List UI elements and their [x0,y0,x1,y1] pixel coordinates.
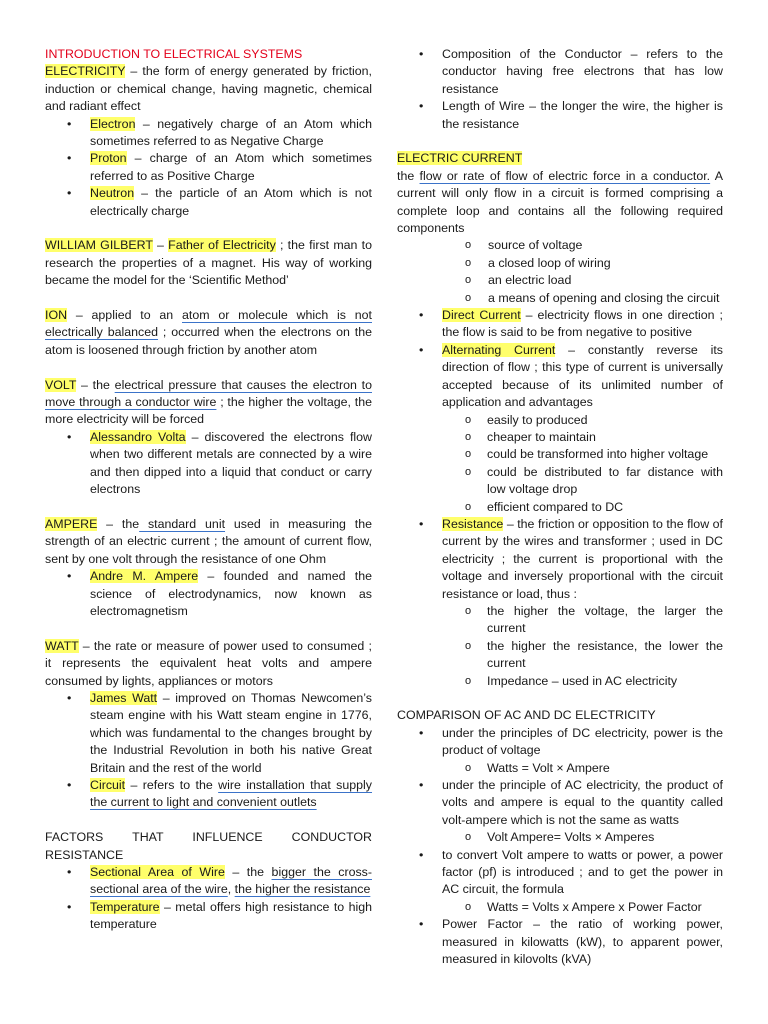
document-title: INTRODUCTION TO ELECTRICAL SYSTEMS [45,47,303,61]
list-item: • Proton – charge of an Atom which sometimes referred to as Positive Charge [45,150,372,185]
ion-definition: ION – applied to an atom or molecule which is not electrically balanced ; occurred when the electrons on the atom is loosened through friction by another atom [45,308,372,357]
list-item: o could be transformed into higher voltage [442,446,723,463]
list-item: • to convert Volt ampere to watts or power, a power factor (pf) is introduced ; and to get the power in AC circuit, the formula o Watts = Volts x Ampere x Power Factor [397,847,723,917]
list-item: • Sectional Area of Wire – the bigger the cross-sectional area of the wire, the higher the resistance [45,864,372,899]
factors-list [45,864,372,934]
ac-advantages-list [442,412,723,516]
electric-current-definition: the flow or rate of flow of electric force in a conductor. A current will only flow in a circuit is formed comprising a complete loop and contains all the following required components [397,168,724,236]
list-item: • Composition of the Conductor – refers to the conductor having free electrons that has low resistance [397,46,723,98]
list-item: o Impedance – used in AC electricity [442,673,723,690]
list-item: • Direct Current – electricity flows in one direction ; the flow is said to be from negative to positive [397,307,723,342]
list-item: • Temperature – metal offers high resistance to high temperature [45,899,372,934]
electric-current-heading: ELECTRIC CURRENT [397,151,523,166]
comparison-heading: COMPARISON OF AC AND DC ELECTRICITY [397,708,656,723]
list-item: o source of voltage [397,237,723,254]
resistance-list [442,603,723,690]
factors-heading: FACTORS THAT INFLUENCE CONDUCTOR RESISTANCE [45,830,372,862]
list-item: • Power Factor – the ratio of working power, measured in kilowatts (kW), to apparent power, measured in kilovolts (kVA) [397,916,723,968]
list-item: • Length of Wire – the longer the wire, the higher is the resistance [397,98,723,133]
list-item: o the higher the resistance, the lower the current [442,638,723,673]
list-item: o efficient compared to DC [442,499,723,516]
conductor-factors-list [397,46,723,133]
list-item: o cheaper to maintain [442,429,723,446]
list-item: • Andre M. Ampere – founded and named the science of electrodynamics, now known as electromagnetism [45,568,372,620]
list-item: • Resistance – the friction or opposition to the flow of current by the wires and transformer ; used in DC electricity ; the current is proportional with the voltage and inversely proportional with the circuit resistance or load, thus : o the higher the voltage, the larger the current o the higher the resistance, the lower the current o Impedance – used in AC electricity [397,516,723,690]
list-item: o a means of opening and closing the circuit [397,290,723,307]
watt-definition: WATT – the rate or measure of power used to consumed ; it represents the equivalent heat volts and ampere consumed by lights, appliances or motors [45,638,372,688]
gilbert-definition: WILLIAM GILBERT – Father of Electricity ; the first man to research the properties of a magnet. His way of working became the model for the ‘Scientific Method’ [45,238,373,288]
electricity-definition: ELECTRICITY – the form of energy generated by friction, induction or chemical change, having magnetic, chemical and radiant effect [45,64,372,114]
list-item: • James Watt – improved on Thomas Newcomen’s steam engine with his Watt steam engine in 1776, which was fundamental to the changes brought by the Industrial Revolution in both his native Great Britain and the rest of the world [45,690,372,777]
left-column [45,46,372,934]
list-item: • Electron – negatively charge of an Atom which sometimes referred to as Negative Charge [45,116,372,151]
formula: o Volt Ampere= Volts × Amperes [442,829,723,846]
formula: o Watts = Volt × Ampere [442,760,723,777]
ampere-list [45,568,372,620]
list-item: • Neutron – the particle of an Atom which is not electrically charge [45,185,372,220]
volt-list [45,429,372,499]
right-column [397,46,723,969]
formula: o Watts = Volts x Ampere x Power Factor [442,899,723,916]
list-item: • Circuit – refers to the wire installation that supply the current to light and convenient outlets [45,777,372,812]
atom-particles-list [45,116,372,220]
term-electricity: ELECTRICITY [45,64,126,79]
ampere-definition: AMPERE – the standard unit used in measuring the strength of an electric current ; the amount of current flow, sent by one volt through the resistance of one Ohm [45,516,372,566]
list-item: • Alessandro Volta – discovered the electrons flow when two different metals are connected by a wire and then dipped into a liquid that conduct or carry electrons [45,429,372,499]
comparison-list [397,725,723,969]
list-item: • under the principle of AC electricity, the product of volts and ampere is equal to the quantity called volt-ampere which is not the same as watts o Volt Ampere= Volts × Amperes [397,777,723,847]
list-item: o the higher the voltage, the larger the current [442,603,723,638]
list-item: o could be distributed to far distance with low voltage drop [442,464,723,499]
components-list [397,237,723,307]
list-item: o a closed loop of wiring [397,255,723,272]
current-types-list [397,307,723,690]
watt-list [45,690,372,812]
list-item: o an electric load [397,272,723,289]
volt-definition: VOLT – the electrical pressure that causes the electron to move through a conductor wire ; the higher the voltage, the more electricity will be forced [45,377,372,427]
list-item: • Alternating Current – constantly reverse its direction of flow ; this type of current is universally accepted because of its unlimited number of application and advantages o easily to produced o cheaper to maintain o could be transformed into higher voltage o could be distributed to far distance with low voltage drop o efficient compared to DC [397,342,723,516]
list-item: o easily to produced [442,412,723,429]
list-item: • under the principles of DC electricity, power is the product of voltage o Watts = Volt × Ampere [397,725,723,777]
